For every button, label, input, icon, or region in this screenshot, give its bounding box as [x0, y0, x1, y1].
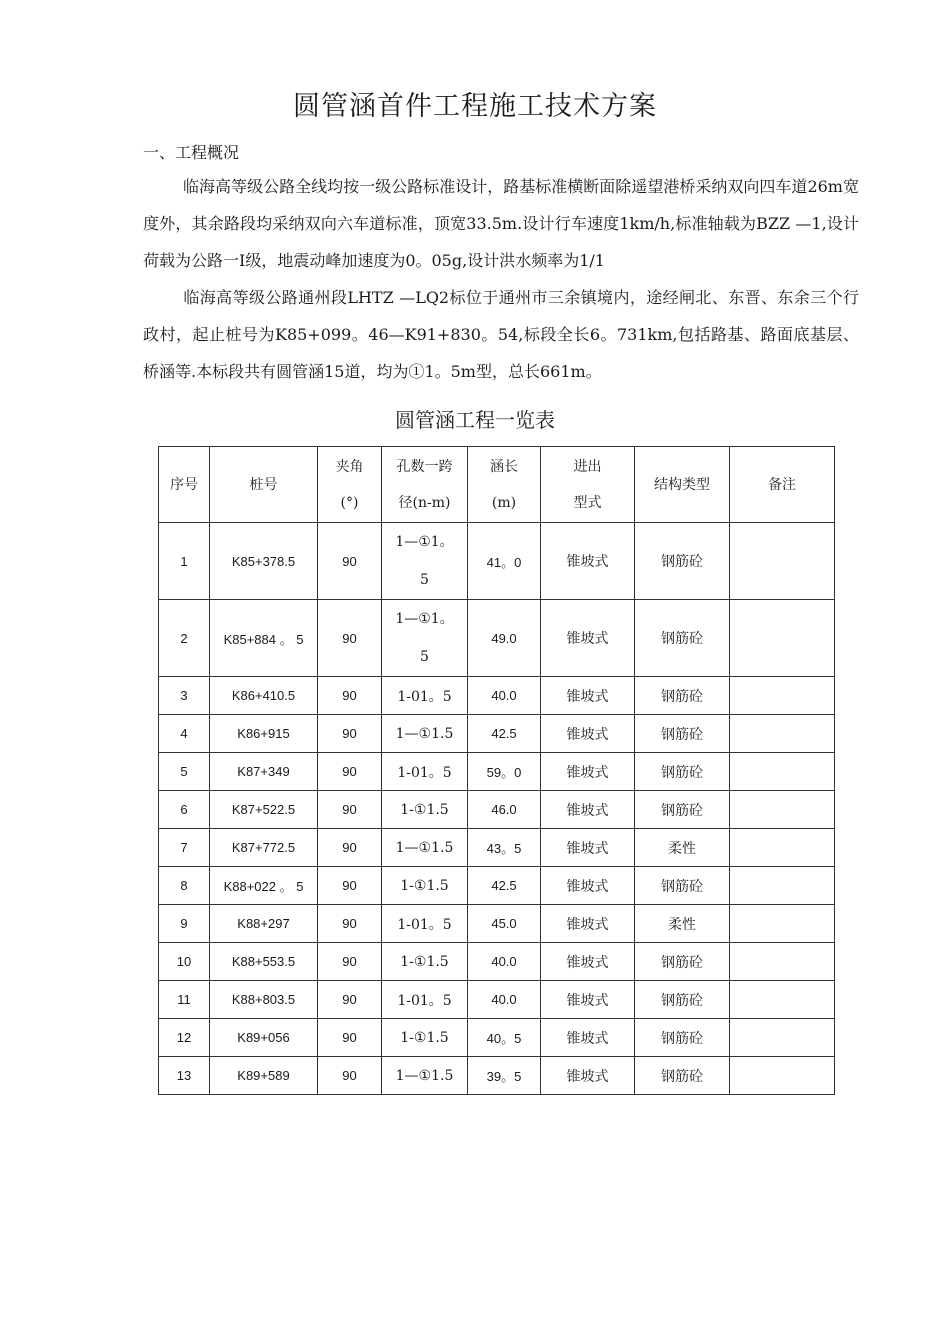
table-header-row	[159, 447, 835, 523]
cell-remark	[730, 1019, 835, 1057]
cell-inout: 锥坡式	[541, 523, 635, 600]
cell-remark	[730, 867, 835, 905]
cell-holes-line1: 1—①1。	[395, 534, 454, 550]
cell-holes: 1-①1.5	[382, 943, 468, 981]
cell-remark	[730, 905, 835, 943]
cell-inout: 锥坡式	[541, 791, 635, 829]
cell-structure: 钢筋砼	[635, 791, 730, 829]
cell-pile: K87+772.5	[210, 829, 318, 867]
cell-index: 11	[159, 981, 210, 1019]
section-heading: 一、工程概况	[143, 143, 240, 162]
cell-structure: 钢筋砼	[635, 715, 730, 753]
header-inout-line1: 进出	[573, 458, 602, 475]
cell-inout: 锥坡式	[541, 867, 635, 905]
cell-length: 39。5	[468, 1057, 541, 1095]
header-inout-line2: 型式	[573, 494, 602, 511]
cell-remark	[730, 677, 835, 715]
cell-pile: K87+522.5	[210, 791, 318, 829]
cell-angle: 90	[318, 943, 382, 981]
cell-length: 49.0	[468, 600, 541, 677]
cell-length: 43。5	[468, 829, 541, 867]
cell-holes-line2: 5	[420, 572, 429, 588]
cell-holes	[382, 600, 468, 677]
table-row	[159, 981, 835, 1019]
culvert-table	[158, 446, 835, 1095]
header-length	[468, 447, 541, 523]
cell-angle: 90	[318, 753, 382, 791]
cell-length: 40。5	[468, 1019, 541, 1057]
cell-index: 6	[159, 791, 210, 829]
cell-holes: 1-01。5	[382, 677, 468, 715]
cell-holes-line2: 5	[420, 649, 429, 665]
cell-holes-line1: 1—①1。	[395, 611, 454, 627]
header-structure: 结构类型	[635, 447, 730, 523]
cell-length: 40.0	[468, 677, 541, 715]
cell-index: 2	[159, 600, 210, 677]
cell-inout: 锥坡式	[541, 715, 635, 753]
cell-index: 5	[159, 753, 210, 791]
page-title: 圆管涵首件工程施工技术方案	[293, 91, 657, 122]
cell-index: 13	[159, 1057, 210, 1095]
paragraph-section-info-text: 临海高等级公路通州段LHTZ —LQ2标位于通州市三余镇境内，途经闸北、东晋、东余三个行政村，起止桩号为K85+099。46—K91+830。54,标段全长6。731km,包括路基、路面底基层、桥涵等.本标段共有圆管涵15道，均为①1。5m型，总长661m。	[143, 288, 859, 381]
cell-remark	[730, 981, 835, 1019]
cell-inout: 锥坡式	[541, 753, 635, 791]
cell-inout: 锥坡式	[541, 600, 635, 677]
table-row	[159, 600, 835, 677]
cell-index: 7	[159, 829, 210, 867]
cell-holes: 1-①1.5	[382, 1019, 468, 1057]
cell-pile: K88+553.5	[210, 943, 318, 981]
cell-index: 9	[159, 905, 210, 943]
cell-remark	[730, 791, 835, 829]
cell-structure: 钢筋砼	[635, 1057, 730, 1095]
header-length-line1: 涵长	[490, 458, 518, 475]
cell-angle: 90	[318, 600, 382, 677]
cell-remark	[730, 523, 835, 600]
cell-pile: K86+410.5	[210, 677, 318, 715]
cell-remark	[730, 600, 835, 677]
header-inout	[541, 447, 635, 523]
cell-pile: K87+349	[210, 753, 318, 791]
header-length-line2: (m)	[491, 494, 517, 511]
paragraph-overview	[143, 168, 859, 279]
cell-index: 12	[159, 1019, 210, 1057]
cell-length: 45.0	[468, 905, 541, 943]
cell-holes: 1—①1.5	[382, 829, 468, 867]
cell-pile: K89+056	[210, 1019, 318, 1057]
cell-length: 59。0	[468, 753, 541, 791]
cell-inout: 锥坡式	[541, 981, 635, 1019]
cell-length: 40.0	[468, 981, 541, 1019]
cell-length: 42.5	[468, 867, 541, 905]
cell-structure: 钢筋砼	[635, 1019, 730, 1057]
cell-inout: 锥坡式	[541, 677, 635, 715]
cell-index: 4	[159, 715, 210, 753]
cell-angle: 90	[318, 829, 382, 867]
table-row	[159, 791, 835, 829]
cell-inout: 锥坡式	[541, 905, 635, 943]
cell-inout: 锥坡式	[541, 829, 635, 867]
cell-index: 3	[159, 677, 210, 715]
header-holes	[382, 447, 468, 523]
table-title: 圆管涵工程一览表	[395, 408, 555, 432]
cell-length: 42.5	[468, 715, 541, 753]
cell-angle: 90	[318, 523, 382, 600]
cell-angle: 90	[318, 677, 382, 715]
cell-remark	[730, 829, 835, 867]
table-row	[159, 867, 835, 905]
cell-remark	[730, 943, 835, 981]
header-holes-line1: 孔数一跨	[396, 458, 453, 475]
cell-holes	[382, 523, 468, 600]
header-angle	[318, 447, 382, 523]
cell-structure: 钢筋砼	[635, 943, 730, 981]
cell-inout: 锥坡式	[541, 1057, 635, 1095]
cell-inout: 锥坡式	[541, 943, 635, 981]
table-row	[159, 753, 835, 791]
header-angle-line2: (°)	[340, 494, 359, 511]
cell-pile: K85+378.5	[210, 523, 318, 600]
cell-structure: 柔性	[635, 905, 730, 943]
header-holes-line2: 径(n-m)	[398, 494, 451, 511]
cell-length: 41。0	[468, 523, 541, 600]
table-row	[159, 1019, 835, 1057]
cell-pile: K85+884 。 5	[210, 600, 318, 677]
paragraph-overview-text: 临海高等级公路全线均按一级公路标准设计，路基标准横断面除遥望港桥采纳双向四车道26m宽度外，其余路段均采纳双向六车道标准，顶宽33.5m.设计行车速度1km/h,标准轴载为BZZ —1,设计荷载为公路一Ⅰ级，地震动峰加速度为0。05g,设计洪水频率为1/1	[143, 177, 859, 270]
cell-index: 10	[159, 943, 210, 981]
cell-angle: 90	[318, 905, 382, 943]
header-angle-line1: 夹角	[335, 458, 364, 475]
cell-index: 1	[159, 523, 210, 600]
cell-holes: 1-01。5	[382, 905, 468, 943]
cell-length: 40.0	[468, 943, 541, 981]
cell-structure: 钢筋砼	[635, 981, 730, 1019]
cell-angle: 90	[318, 1019, 382, 1057]
cell-length: 46.0	[468, 791, 541, 829]
cell-index: 8	[159, 867, 210, 905]
cell-structure: 钢筋砼	[635, 677, 730, 715]
table-row	[159, 523, 835, 600]
table-row	[159, 829, 835, 867]
cell-holes: 1-①1.5	[382, 867, 468, 905]
cell-remark	[730, 715, 835, 753]
cell-structure: 钢筋砼	[635, 753, 730, 791]
table-row	[159, 1057, 835, 1095]
cell-pile: K86+915	[210, 715, 318, 753]
cell-angle: 90	[318, 791, 382, 829]
header-index: 序号	[159, 447, 210, 523]
cell-holes: 1—①1.5	[382, 1057, 468, 1095]
paragraph-section-info	[143, 279, 859, 390]
cell-pile: K88+022 。 5	[210, 867, 318, 905]
cell-holes: 1-01。5	[382, 753, 468, 791]
cell-inout: 锥坡式	[541, 1019, 635, 1057]
cell-holes: 1—①1.5	[382, 715, 468, 753]
cell-holes: 1-①1.5	[382, 791, 468, 829]
header-pile: 桩号	[210, 447, 318, 523]
cell-holes: 1-01。5	[382, 981, 468, 1019]
cell-structure: 柔性	[635, 829, 730, 867]
table-row	[159, 715, 835, 753]
cell-angle: 90	[318, 715, 382, 753]
table-row	[159, 943, 835, 981]
cell-pile: K89+589	[210, 1057, 318, 1095]
table-row	[159, 905, 835, 943]
cell-structure: 钢筋砼	[635, 523, 730, 600]
cell-angle: 90	[318, 867, 382, 905]
cell-remark	[730, 1057, 835, 1095]
cell-structure: 钢筋砼	[635, 600, 730, 677]
cell-pile: K88+803.5	[210, 981, 318, 1019]
cell-remark	[730, 753, 835, 791]
cell-structure: 钢筋砼	[635, 867, 730, 905]
cell-pile: K88+297	[210, 905, 318, 943]
header-remark: 备注	[730, 447, 835, 523]
cell-angle: 90	[318, 1057, 382, 1095]
table-row	[159, 677, 835, 715]
cell-angle: 90	[318, 981, 382, 1019]
